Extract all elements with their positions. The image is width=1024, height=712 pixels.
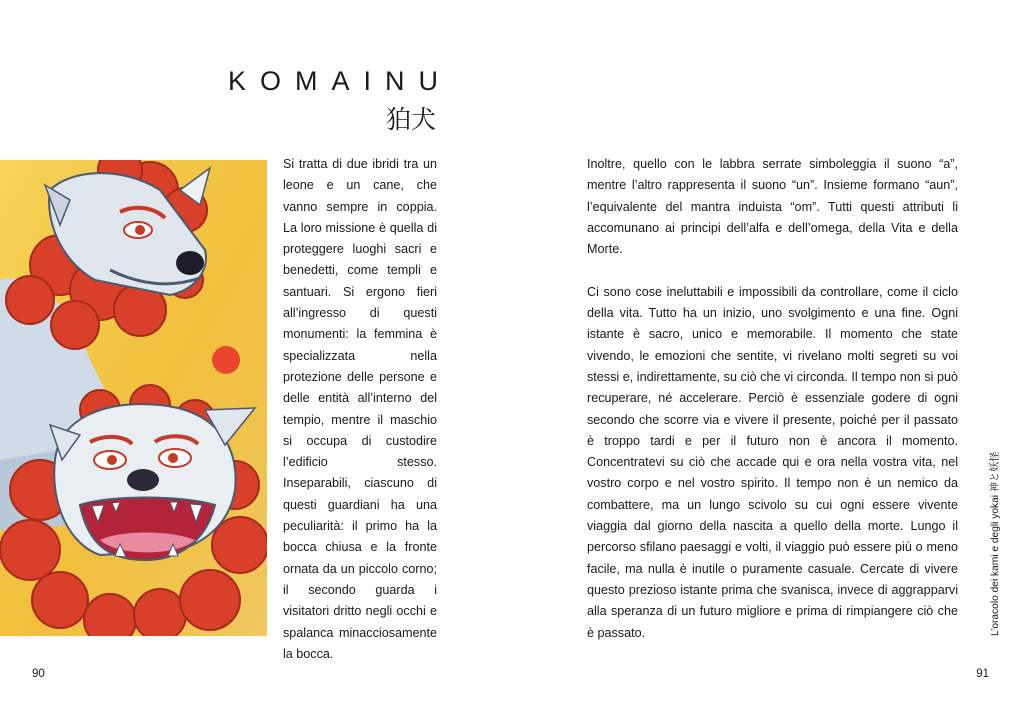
left-paragraph: Si tratta di due ibridi tra un leone e un cane, che vanno sempre in coppia. La loro missione è quella di proteggere luoghi sacri e benedetti, come templi e santuari. Si ergono fieri all’ingresso di questi monumenti: la femmina è specializzata nella protezione delle persone e delle entità all’interno del tempio, mentre il maschio si occupa di custodire l’edificio stesso. Inseparabili, ciascuno di questi guardiani ha una peculiarità: il primo ha la bocca chiusa e la fronte ornata da un piccolo corno; il secondo guarda i visitatori dritto negli occhi e spalanca minacciosamente la bocca. — [283, 157, 437, 661]
chapter-title: KOMAINU — [227, 66, 452, 96]
sun-circle — [212, 346, 240, 374]
page-number-right: 91 — [976, 668, 989, 680]
right-column-text — [587, 154, 958, 644]
komainu-illustration — [0, 160, 267, 636]
right-paragraph-1: Inoltre, quello con le labbra serrate simboleggia il suono “a”, mentre l’altro rappresenta il suono “un”. Insieme formano “aun”, l’equivalente del mantra induista “om”. Tutti questi attributi li accomunano ai principi dell’alfa e dell’omega, della Vita e della Morte. — [587, 157, 958, 257]
right-paragraph-2: Ci sono cose ineluttabili e impossibili da controllare, come il ciclo della vita. Tutto ha un inizio, uno svolgimento e una fine. Ogni istante è sacro, unico e memorabile. Il momento che state vivendo, le emozioni che sentite, vi rivelano molti segreti su voi stessi e, indirettamente, su ciò che vi circonda. Il tempo non si può recuperare, né accelerare. Perciò è essenziale godere di ogni secondo che scorre via e vivere il presente, poiché per il passato è troppo tardi e per il futuro non è ancora il momento. Concentratevi su ciò che accade qui e ora nella vostra vita, nel vostro corpo e nel vostro spirito. Il tempo non è un nemico da combattere, ma un lungo scivolo su cui ogni essere vivente viaggia dal giorno della nascita a quello della morte. Lungo il percorso sfilano paesaggi e volti, il viaggio può essere più o meno facile, ma nulla è inutile o puramente casuale. Cercate di vivere questo prezioso istante prima che svanisca, invece di aggrapparvi alla speranza di un futuro migliore e prima di rimpiangere ciò che è passato. — [587, 284, 958, 640]
page-number-left: 90 — [32, 668, 45, 680]
left-column-text — [283, 154, 437, 665]
running-head: L’oracolo dei kami e degli yokai 神と妖怪 — [990, 451, 1001, 636]
chapter-title-kanji: 狛犬 — [385, 105, 436, 134]
